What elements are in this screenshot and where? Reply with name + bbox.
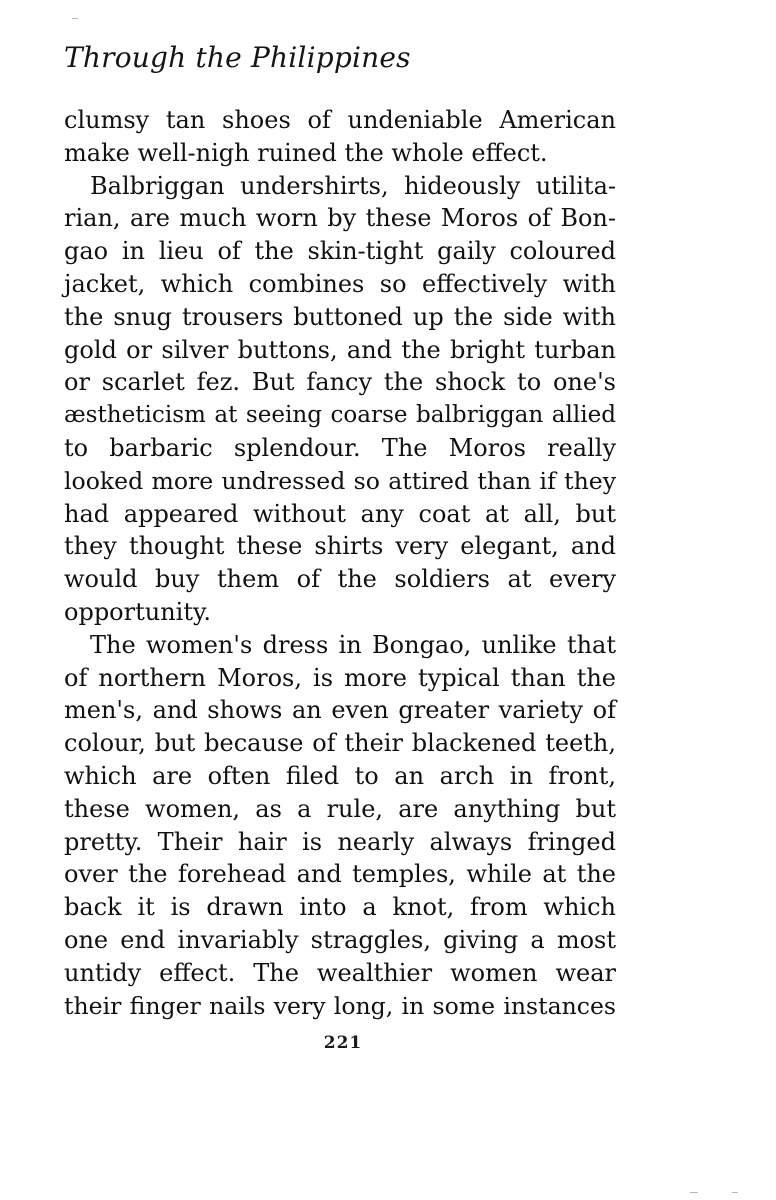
text-line: pretty. Their hair is nearly always fringed — [64, 827, 616, 856]
body-text — [64, 104, 616, 1022]
text-line: over the forehead and temples, while at the — [64, 860, 616, 889]
text-line: men's, and shows an even greater variety of — [64, 696, 616, 725]
page-number: 221 — [323, 1033, 363, 1053]
text-line: would buy them of the soldiers at every — [64, 565, 616, 594]
text-line: had appeared without any coat at all, but — [64, 499, 616, 528]
text-line: rian, are much worn by these Moros of Bon- — [64, 204, 616, 233]
text-line: opportunity. — [64, 597, 211, 626]
text-line: Balbriggan undershirts, hideously utilita- — [90, 171, 616, 200]
text-line: to barbaric splendour. The Moros really — [64, 433, 616, 462]
text-line: one end invariably straggles, giving a most — [64, 925, 616, 954]
text-line: back it is drawn into a knot, from which — [64, 893, 616, 922]
text-line: colour, but because of their blackened teeth, — [64, 729, 616, 758]
text-line: which are often filed to an arch in front, — [64, 761, 616, 790]
text-line: these women, as a rule, are anything but — [64, 794, 616, 823]
text-line: looked more undressed so attired than if they — [64, 466, 616, 495]
text-line: jacket, which combines so effectively with — [64, 269, 616, 298]
text-line: the snug trousers buttoned up the side with — [64, 302, 616, 331]
scan-speck — [72, 18, 78, 19]
scan-speck — [732, 1192, 738, 1193]
text-line: gao in lieu of the skin-tight gaily coloured — [64, 237, 616, 266]
text-line: or scarlet fez. But fancy the shock to one's — [64, 368, 616, 397]
text-line: of northern Moros, is more typical than the — [64, 663, 616, 692]
text-line: their finger nails very long, in some instances — [64, 991, 616, 1020]
text-line: they thought these shirts very elegant, and — [64, 532, 616, 561]
text-line: æstheticism at seeing coarse balbriggan allied — [64, 402, 616, 429]
scan-speck — [690, 1192, 698, 1193]
text-line: The women's dress in Bongao, unlike that — [90, 630, 616, 659]
text-line: make well-nigh ruined the whole effect. — [64, 138, 548, 167]
running-head: Through the Philippines — [64, 41, 411, 74]
text-line: clumsy tan shoes of undeniable American — [64, 106, 616, 134]
text-line: gold or silver buttons, and the bright turban — [64, 335, 616, 364]
text-line: untidy effect. The wealthier women wear — [64, 958, 616, 987]
